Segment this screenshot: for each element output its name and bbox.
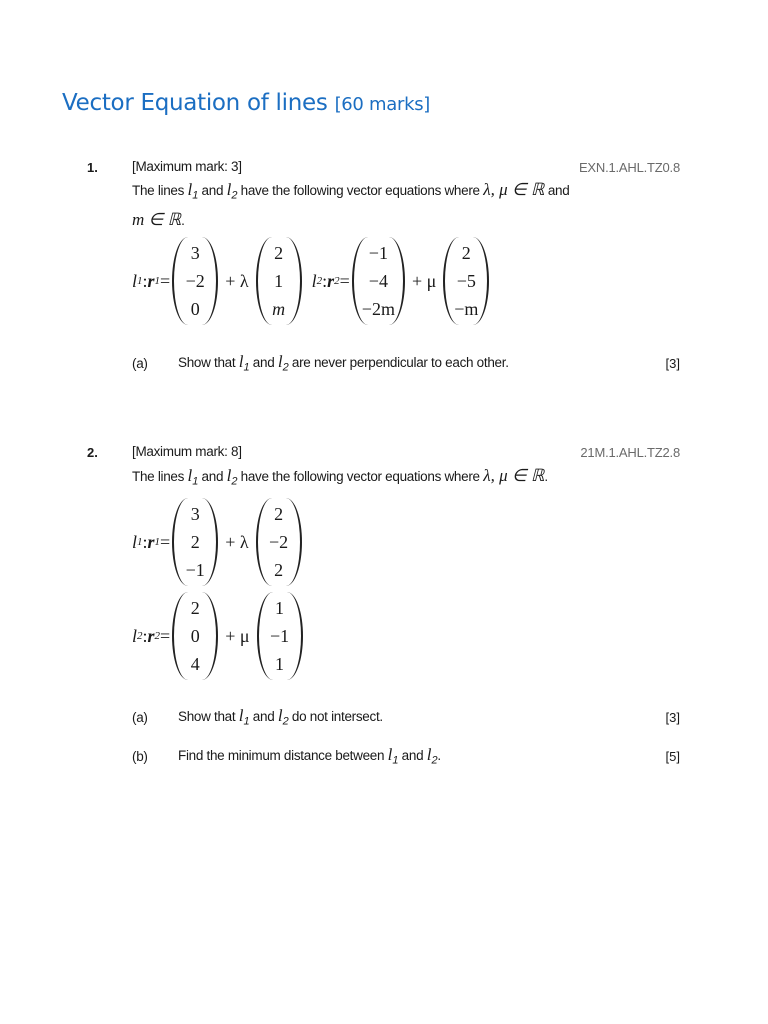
question-2-part-a-marks: [3]: [665, 710, 680, 725]
question-2-part-a-text: Show that $l_1$ and $l_2$ do not intersect.: [178, 706, 383, 728]
vector-position-1: 3 −2 0: [172, 237, 218, 325]
question-1-part-a-marks: [3]: [665, 356, 680, 371]
question-2-number: 2.: [87, 445, 98, 460]
vector-position-1: 3 2 −1: [172, 498, 218, 586]
question-2-part-a-label: (a): [132, 710, 148, 725]
question-1-part-a-label: (a): [132, 356, 148, 371]
title-marks: [60 marks]: [334, 94, 431, 115]
title-text: Vector Equation of lines: [62, 90, 328, 116]
question-1-part-a-text: Show that $l_1$ and $l_2$ are never perpendicular to each other.: [178, 352, 509, 374]
vector-position-2: −1 −4 −2m: [352, 237, 405, 325]
question-2-equation-line-2: l 2 : r 2 = 2 0 4 + μ 1 −1 1: [132, 594, 305, 678]
vector-direction-1: 2 −2 2: [256, 498, 302, 586]
question-2-part-b-text: Find the minimum distance between $l_1$ and $l_2$.: [178, 745, 441, 767]
vector-direction-2: 1 −1 1: [257, 592, 303, 680]
question-2-intro: The lines $l_1$ and $l_2$ have the following vector equations where λ, μ ∈ ℝ.: [132, 466, 548, 488]
question-2-equation-line-1: l 1 : r 1 = 3 2 −1 + λ 2 −2 2: [132, 500, 304, 584]
question-2-part-b-label: (b): [132, 749, 148, 764]
question-1-number: 1.: [87, 160, 98, 175]
question-1-max-mark: [Maximum mark: 3]: [132, 159, 242, 174]
question-2-part-b-marks: [5]: [665, 749, 680, 764]
question-1-equations: l 1 : r 1 = 3 −2 0 + λ 2 1 m l 2 : r 2 = −1 −4 −2m + μ 2 −5 −m: [132, 240, 491, 322]
question-2-max-mark: [Maximum mark: 8]: [132, 444, 242, 459]
page-title: [62, 90, 430, 116]
vector-direction-1: 2 1 m: [256, 237, 302, 325]
vector-position-2: 2 0 4: [172, 592, 218, 680]
question-1-intro: The lines $l_1$ and $l_2$ have the following vector equations where λ, μ ∈ ℝ and m ∈ ℝ.: [132, 180, 570, 229]
question-1-code: EXN.1.AHL.TZ0.8: [578, 160, 680, 175]
question-2-code: 21M.1.AHL.TZ2.8: [580, 445, 680, 460]
vector-direction-2: 2 −5 −m: [443, 237, 489, 325]
